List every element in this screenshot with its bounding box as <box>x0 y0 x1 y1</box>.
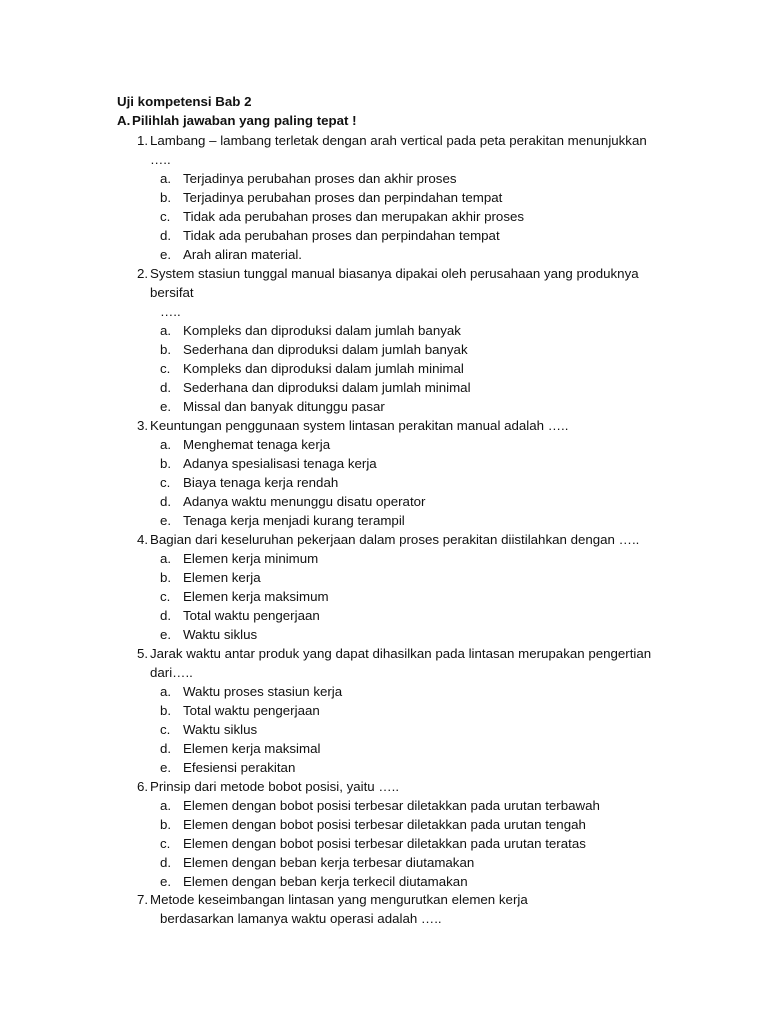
option-text: Kompleks dan diproduksi dalam jumlah banyak <box>183 323 461 338</box>
section-instruction <box>117 113 357 129</box>
option-text: Adanya spesialisasi tenaga kerja <box>183 456 377 471</box>
question-text-continued: bersifat <box>150 285 194 300</box>
option-letter: b. <box>160 570 172 585</box>
option-text: Elemen dengan bobot posisi terbesar diletakkan pada urutan terbawah <box>183 798 600 813</box>
option-letter: b. <box>160 190 172 205</box>
option-text: Adanya waktu menunggu disatu operator <box>183 494 426 509</box>
option-letter: b. <box>160 703 172 718</box>
question-number: 2. <box>137 266 149 281</box>
section-letter: A. <box>117 113 131 128</box>
option-text: Efesiensi perakitan <box>183 760 296 775</box>
question-text-continued: ….. <box>150 152 171 167</box>
option-letter: d. <box>160 228 172 243</box>
option-letter: c. <box>160 361 171 376</box>
option-text: Menghemat tenaga kerja <box>183 437 331 452</box>
option-text: Tidak ada perubahan proses dan merupakan akhir proses <box>183 209 525 224</box>
option-text: Elemen kerja maksimum <box>183 589 329 604</box>
question-text-continued: ….. <box>160 304 181 319</box>
option-text: Waktu siklus <box>183 627 258 642</box>
option-text: Elemen dengan beban kerja terkecil diutamakan <box>183 874 468 889</box>
option-text: Elemen kerja minimum <box>183 551 319 566</box>
option-letter: e. <box>160 399 172 414</box>
option-text: Total waktu pengerjaan <box>183 703 320 718</box>
question-number: 5. <box>137 646 149 661</box>
option-text: Kompleks dan diproduksi dalam jumlah minimal <box>183 361 464 376</box>
option-text: Terjadinya perubahan proses dan akhir proses <box>183 171 457 186</box>
option-letter: a. <box>160 437 172 452</box>
option-letter: b. <box>160 817 172 832</box>
option-text: Arah aliran material. <box>183 247 302 262</box>
option-letter: c. <box>160 475 171 490</box>
option-letter: c. <box>160 209 171 224</box>
question-text: Lambang – lambang terletak dengan arah vertical pada peta perakitan menunjukkan <box>150 133 647 148</box>
option-letter: d. <box>160 380 172 395</box>
question-text: System stasiun tunggal manual biasanya dipakai oleh perusahaan yang produknya <box>150 266 639 281</box>
option-text: Sederhana dan diproduksi dalam jumlah minimal <box>183 380 471 395</box>
option-text: Sederhana dan diproduksi dalam jumlah banyak <box>183 342 468 357</box>
option-text: Elemen dengan bobot posisi terbesar diletakkan pada urutan teratas <box>183 836 586 851</box>
option-letter: e. <box>160 513 172 528</box>
option-letter: b. <box>160 342 172 357</box>
question-number: 1. <box>137 133 149 148</box>
question-number: 7. <box>137 892 149 907</box>
option-text: Elemen kerja <box>183 570 261 585</box>
question-text: Bagian dari keseluruhan pekerjaan dalam proses perakitan diistilahkan dengan ….. <box>150 532 640 547</box>
option-text: Elemen dengan bobot posisi terbesar diletakkan pada urutan tengah <box>183 817 586 832</box>
question-number: 3. <box>137 418 149 433</box>
question-text: Metode keseimbangan lintasan yang mengurutkan elemen kerja <box>150 892 528 907</box>
question-text-continued: dari….. <box>150 665 193 680</box>
option-text: Biaya tenaga kerja rendah <box>183 475 339 490</box>
option-letter: e. <box>160 627 172 642</box>
option-letter: b. <box>160 456 172 471</box>
document-title: Uji kompetensi Bab 2 <box>117 94 252 109</box>
question-text: Jarak waktu antar produk yang dapat dihasilkan pada lintasan merupakan pengertian <box>150 646 652 661</box>
question-number: 4. <box>137 532 149 547</box>
option-letter: e. <box>160 247 172 262</box>
option-letter: c. <box>160 722 171 737</box>
option-text: Waktu siklus <box>183 722 258 737</box>
option-letter: e. <box>160 874 172 889</box>
option-letter: a. <box>160 798 172 813</box>
option-letter: a. <box>160 684 172 699</box>
option-letter: a. <box>160 171 172 186</box>
option-text: Elemen kerja maksimal <box>183 741 321 756</box>
option-letter: e. <box>160 760 172 775</box>
question-number: 6. <box>137 779 149 794</box>
option-letter: c. <box>160 836 171 851</box>
option-letter: d. <box>160 494 172 509</box>
option-text: Missal dan banyak ditunggu pasar <box>183 399 385 414</box>
question-text-continued: berdasarkan lamanya waktu operasi adalah ….. <box>160 911 442 926</box>
option-text: Waktu proses stasiun kerja <box>183 684 343 699</box>
option-text: Tenaga kerja menjadi kurang terampil <box>183 513 405 528</box>
option-text: Terjadinya perubahan proses dan perpindahan tempat <box>183 190 503 205</box>
option-letter: d. <box>160 741 172 756</box>
option-letter: c. <box>160 589 171 604</box>
question-text: Keuntungan penggunaan system lintasan perakitan manual adalah ….. <box>150 418 569 433</box>
section-instruction-text: Pilihlah jawaban yang paling tepat ! <box>132 113 357 128</box>
option-letter: a. <box>160 551 172 566</box>
option-letter: a. <box>160 323 172 338</box>
option-letter: d. <box>160 855 172 870</box>
option-text: Elemen dengan beban kerja terbesar diutamakan <box>183 855 475 870</box>
option-text: Tidak ada perubahan proses dan perpindahan tempat <box>183 228 500 243</box>
option-letter: d. <box>160 608 172 623</box>
question-text: Prinsip dari metode bobot posisi, yaitu ….. <box>150 779 400 794</box>
option-text: Total waktu pengerjaan <box>183 608 320 623</box>
